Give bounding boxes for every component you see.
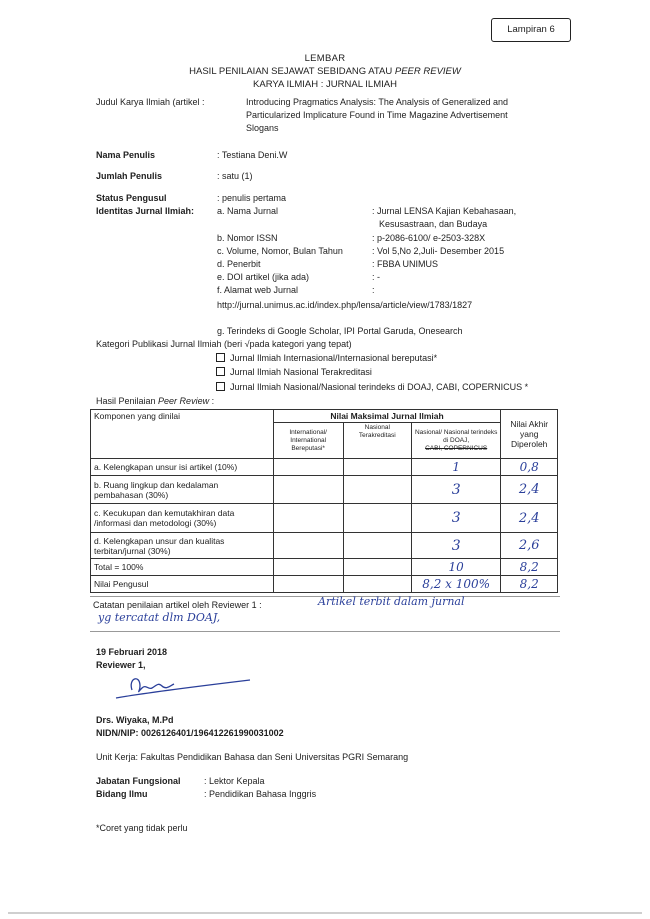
row-a-nasional (343, 459, 411, 476)
header-nasional-indeks-text: Nasional/ Nasional terindeks di DOAJ, (414, 428, 498, 444)
pengusul-label: Nilai Pengusul (91, 576, 274, 593)
header-komponen: Komponen yang dinilai (91, 410, 274, 459)
identitas-label: Identitas Jurnal Ilmiah: (96, 206, 195, 216)
identitas-a-value1: : Jurnal LENSA Kajian Kebahasaan, (372, 206, 517, 216)
total-nasional (343, 559, 411, 576)
identitas-e-value: : - (372, 272, 380, 282)
row-b-label: b. Ruang lingkup dan kedalaman pembahasan (30%) (91, 476, 274, 504)
hasil-penilaian-label (96, 396, 214, 406)
row-b-international (273, 476, 343, 504)
hasil-label-suffix: : (209, 396, 215, 406)
pengusul-international (273, 576, 343, 593)
row-b-akhir: 2,4 (501, 476, 558, 504)
footnote: *Coret yang tidak perlu (96, 823, 188, 833)
doc-title-line1: LEMBAR (304, 53, 346, 64)
catatan-label: Catatan penilaian artikel oleh Reviewer 1 : (93, 600, 262, 610)
row-c-nasional (343, 504, 411, 533)
jumlah-penulis-value: : satu (1) (217, 171, 253, 181)
kategori-option-1 (216, 353, 437, 363)
catatan-handwriting-2: yg tercatat dlm DOAJ, (98, 611, 221, 624)
identitas-c-value: : Vol 5,No 2,Juli- Desember 2015 (372, 246, 505, 256)
row-a-akhir: 0,8 (501, 459, 558, 476)
row-a-international (273, 459, 343, 476)
scan-edge (8, 912, 642, 914)
doc-title-line2 (0, 66, 650, 77)
kategori-label: Kategori Publikasi Jurnal Ilmiah (beri √pada kategori yang tepat) (96, 339, 352, 349)
row-a-value: 1 (411, 459, 501, 476)
row-b-nasional (343, 476, 411, 504)
header-nilai-akhir: Nilai Akhir yang Diperoleh (501, 410, 558, 459)
doc-title-line3: KARYA ILMIAH : JURNAL ILMIAH (253, 79, 397, 90)
row-d-label: d. Kelengkapan unsur dan kualitas terbitan/jurnal (30%) (91, 533, 274, 559)
nama-penulis-label: Nama Penulis (96, 150, 156, 160)
judul-line3: Slogans (246, 123, 279, 133)
total-akhir: 8,2 (501, 559, 558, 576)
reviewer-nidn: NIDN/NIP: 0026126401/196412261990031002 (96, 728, 284, 738)
kategori-option-2 (216, 367, 372, 377)
review-date: 19 Februari 2018 (96, 647, 168, 657)
hasil-label-prefix: Hasil Penilaian (96, 396, 159, 406)
bidang-value: : Pendidikan Bahasa Inggris (204, 789, 317, 799)
row-c-label: c. Kecukupan dan kemutakhiran data /informasi dan metodologi (30%) (91, 504, 274, 533)
hasil-label-italic: Peer Review (158, 396, 210, 406)
header-nilai-maks: Nilai Maksimal Jurnal Ilmiah (273, 410, 501, 423)
identitas-e-label: e. DOI artikel (jika ada) (217, 272, 310, 282)
reviewer-signature (110, 668, 270, 708)
total-label: Total = 100% (91, 559, 274, 576)
pengusul-nasional (343, 576, 411, 593)
identitas-f-label: f. Alamat web Jurnal (217, 285, 299, 295)
total-international (273, 559, 343, 576)
jabatan-value: : Lektor Kepala (204, 776, 265, 786)
header-nasional-indeks (411, 423, 501, 459)
catatan-handwriting-1: Artikel terbit dalam jurnal (318, 595, 465, 608)
identitas-f-value: : (372, 285, 375, 295)
identitas-d-value: : FBBA UNIMUS (372, 259, 439, 269)
judul-line2: Particularized Implicature Found in Time Magazine Advertisement (246, 110, 508, 120)
kategori-option-1-text: Jurnal Ilmiah Internasional/Internasional bereputasi* (230, 353, 438, 363)
row-c-akhir: 2,4 (501, 504, 558, 533)
reviewer-label: Reviewer 1, (96, 660, 146, 670)
doc-title-line2-italic: PEER REVIEW (394, 66, 461, 77)
row-c-international (273, 504, 343, 533)
journal-url: http://jurnal.unimus.ac.id/index.php/lensa/article/view/1783/1827 (217, 300, 473, 310)
kategori-option-3 (216, 382, 528, 392)
pengusul-value: 8,2 x 100% (411, 576, 501, 593)
jumlah-penulis-label: Jumlah Penulis (96, 171, 163, 181)
identitas-b-label: b. Nomor ISSN (217, 233, 278, 243)
row-c-value: 3 (411, 504, 501, 533)
status-label: Status Pengusul (96, 193, 167, 203)
pengusul-akhir: 8,2 (501, 576, 558, 593)
doc-title-line2-text: HASIL PENILAIAN SEJAWAT SEBIDANG ATAU (189, 66, 395, 77)
checkbox-3 (216, 382, 225, 391)
reviewer-name: Drs. Wiyaka, M.Pd (96, 715, 174, 725)
score-table (90, 409, 558, 593)
status-value: : penulis pertama (217, 193, 287, 203)
kategori-option-3-text: Jurnal Ilmiah Nasional/Nasional terindeks di DOAJ, CABI, COPERNICUS * (230, 382, 529, 392)
judul-label: Judul Karya Ilmiah (artikel : (96, 97, 205, 107)
identitas-a-value2: Kesusastraan, dan Budaya (379, 219, 488, 229)
row-a-label: a. Kelengkapan unsur isi artikel (10%) (91, 459, 274, 476)
checkbox-1 (216, 353, 225, 362)
kategori-option-2-text: Jurnal Ilmiah Nasional Terakreditasi (230, 367, 372, 377)
header-nasional: Nasional Terakreditasi (343, 423, 411, 459)
total-value: 10 (411, 559, 501, 576)
unit-kerja: Unit Kerja: Fakultas Pendidikan Bahasa dan Seni Universitas PGRI Semarang (96, 752, 409, 762)
jabatan-label: Jabatan Fungsional (96, 776, 181, 786)
identitas-g-label: g. Terindeks di Google Scholar, IPI Portal Garuda, Onesearch (217, 326, 463, 336)
lampiran-label: Lampiran 6 (491, 18, 571, 42)
identitas-b-value: : p-2086-6100/ e-2503-328X (372, 233, 486, 243)
row-d-nasional (343, 533, 411, 559)
header-international: International/ International Bereputasi* (273, 423, 343, 459)
identitas-d-label: d. Penerbit (217, 259, 261, 269)
judul-line1: Introducing Pragmatics Analysis: The Analysis of Generalized and (246, 97, 508, 107)
nama-penulis-value: : Testiana Deni.W (217, 150, 288, 160)
identitas-c-label: c. Volume, Nomor, Bulan Tahun (217, 246, 343, 256)
row-d-international (273, 533, 343, 559)
row-d-akhir: 2,6 (501, 533, 558, 559)
header-nasional-indeks-strike: CABI, COPERNICUS (425, 444, 488, 452)
row-b-value: 3 (411, 476, 501, 504)
row-d-value: 3 (411, 533, 501, 559)
checkbox-2 (216, 367, 225, 376)
bidang-label: Bidang Ilmu (96, 789, 148, 799)
identitas-a-label: a. Nama Jurnal (217, 206, 279, 216)
